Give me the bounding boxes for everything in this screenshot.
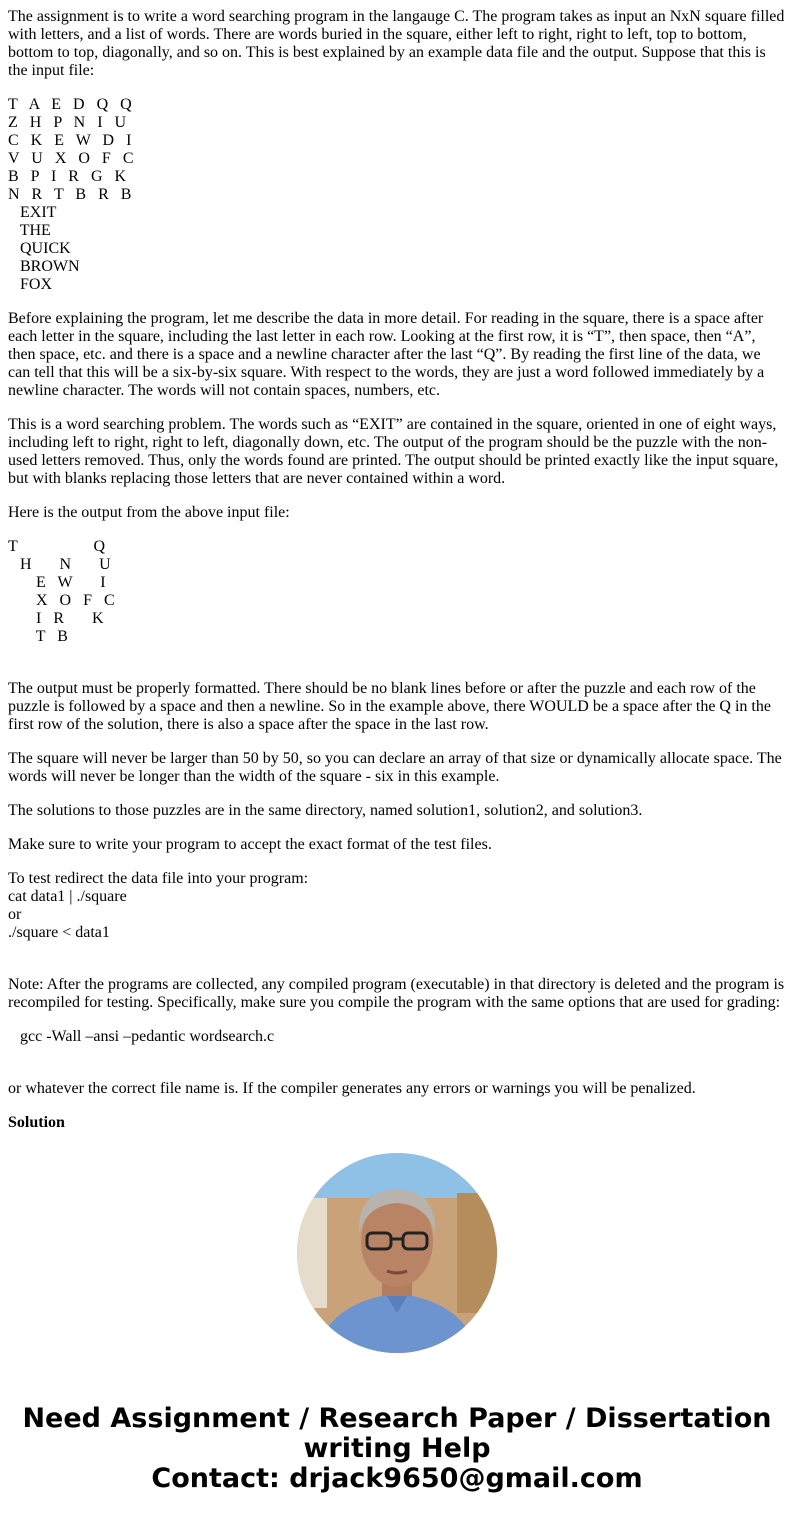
output-example [8,538,786,664]
solutions-paragraph: The solutions to those puzzles are in the same directory, named solution1, solution2, and solution3. [8,802,643,819]
test-instructions [8,870,786,960]
gcc-command: gcc -Wall –ansi –pedantic wordsearch.c [8,1028,275,1045]
test-line: To test redirect the data file into your program: [8,870,309,887]
word-item: BROWN [8,258,80,275]
output-row: H N U [8,556,111,573]
test-line: or [8,906,22,923]
format-paragraph: The output must be properly formatted. There should be no blank lines before or after the puzzle and each row of the puzzle is followed by a space and then a newline. So in the example above, there WOULD be a space after the Q in the first row of the solution, there is also a space after the space in the last row. [8,680,771,733]
data-description-paragraph: Before explaining the program, let me describe the data in more detail. For reading in the square, there is a space after each letter in the square, including the last letter in each row. Looking at the first row, it is “T”, then space, then “A”, then space, etc. and there is a space and a newline character after the last “Q”. By reading the first line of the data, we can tell that this will be a six-by-six square. With respect to the words, they are just a word followed immediately by a newline character. The words will not contain spaces, numbers, etc. [8,310,765,399]
footer-line-1: Need Assignment / Research Paper / Dissertation [22,1403,772,1434]
output-row: I R K [8,610,104,627]
footer-line-2: writing Help [303,1433,491,1464]
exact-format-paragraph: Make sure to write your program to accept the exact format of the test files. [8,836,492,853]
intro-paragraph: The assignment is to write a word searching program in the langauge C. The program takes as input an NxN square filled with letters, and a list of words. There are words buried in the square, either left to right, right to left, top to bottom, bottom to top, diagonally, and so on. This is best explained by an example data file and the output. Suppose that this is the input file: [8,8,785,79]
output-intro-paragraph: Here is the output from the above input file: [8,504,290,521]
note-paragraph: Note: After the programs are collected, any compiled program (executable) in that directory is deleted and the program is recompiled for testing. Specifically, make sure you compile the program with the same options that are used for grading: [8,976,785,1011]
word-item: EXIT [8,204,57,221]
grid-row: Z H P N I U [8,114,127,131]
author-photo [297,1153,497,1353]
solution-heading: Solution [8,1114,65,1131]
output-row: E W I [8,574,106,591]
word-item: THE [8,222,51,239]
grid-row: T A E D Q Q [8,96,132,113]
word-item: QUICK [8,240,71,257]
grid-row: N R T B R B [8,186,132,203]
footer-contact-line: Contact: drjack9650@gmail.com [151,1463,643,1494]
grid-row: C K E W D I [8,132,132,149]
grid-row: V U X O F C [8,150,134,167]
contact-footer [0,1404,794,1494]
output-row: X O F C [8,592,115,609]
size-paragraph: The square will never be larger than 50 by 50, so you can declare an array of that size or dynamically allocate space. The words will never be longer than the width of the square - six in this example. [8,750,782,785]
output-row: T B [8,628,68,645]
word-item: FOX [8,276,53,293]
problem-paragraph: This is a word searching problem. The words such as “EXIT” are contained in the square, oriented in one of eight ways, including left to right, right to left, diagonally down, etc. The output of the program should be the puzzle with the non-used letters removed. Thus, only the words found are printed. The output should be printed exactly like the input square, but with blanks replacing those letters that are never contained within a word. [8,416,779,487]
output-row: T Q [8,538,106,555]
test-command: ./square < data1 [8,924,110,941]
gcc-command-block [8,1028,786,1064]
penalty-paragraph: or whatever the correct file name is. If the compiler generates any errors or warnings you will be penalized. [8,1080,696,1097]
input-file-example [8,96,786,294]
grid-row: B P I R G K [8,168,127,185]
test-command: cat data1 | ./square [8,888,127,905]
assignment-document [8,0,786,1148]
